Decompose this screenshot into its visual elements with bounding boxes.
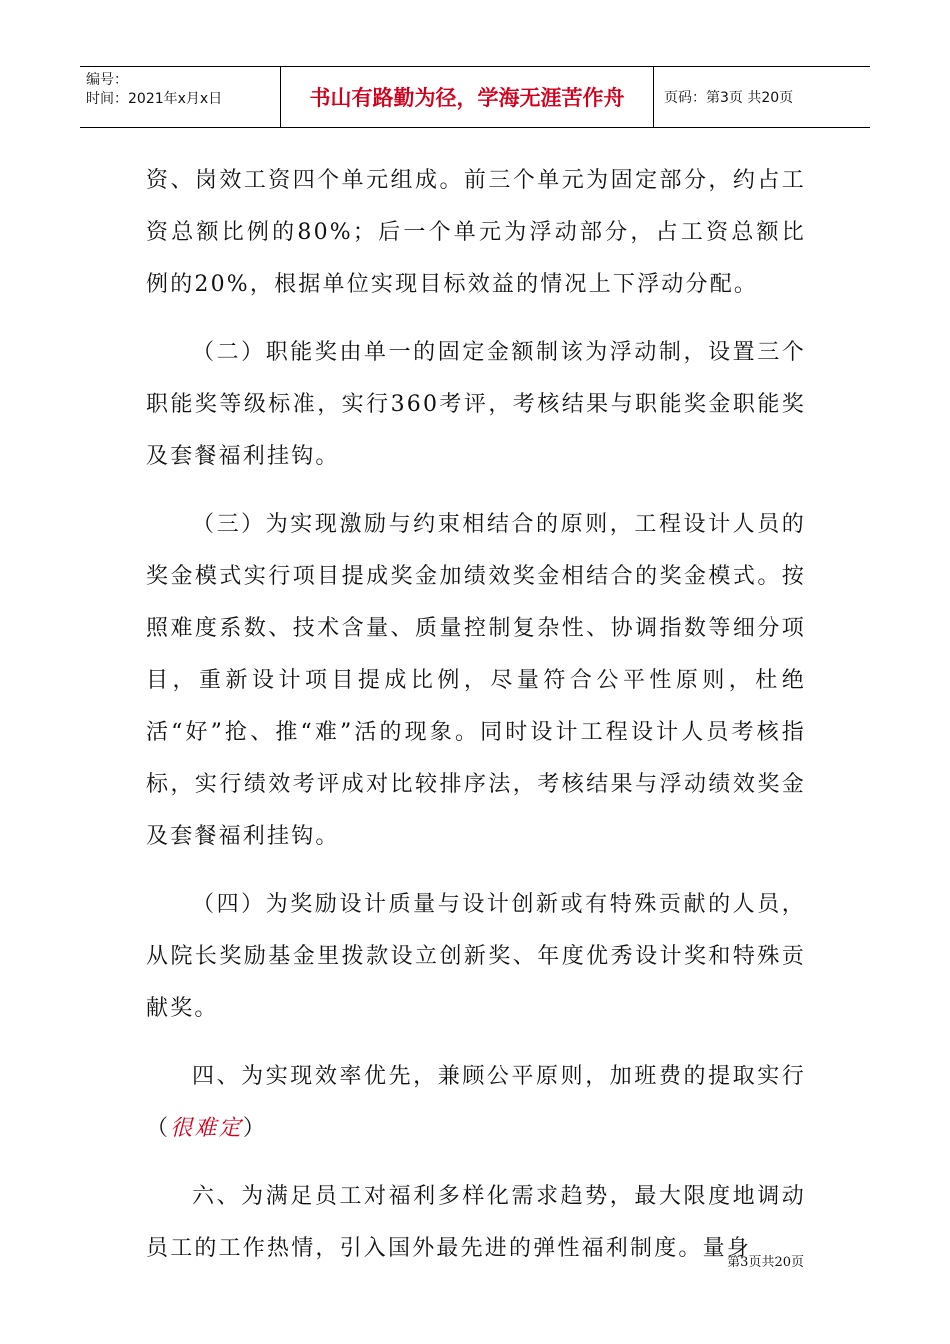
paragraph-functional-bonus: （二）职能奖由单一的固定金额制该为浮动制，设置三个职能奖等级标准，实行360考评，考核结果与职能奖金职能奖及套餐福利挂钩。 bbox=[146, 340, 806, 469]
overtime-text: 四、为实现效率优先，兼顾公平原则，加班费的提取实行 bbox=[192, 1064, 806, 1089]
header-motto: 书山有路勤为径，学海无涯苦作舟 bbox=[280, 67, 654, 127]
header-table bbox=[80, 66, 870, 128]
overtime-close-paren: ） bbox=[242, 1116, 268, 1141]
document-body bbox=[146, 155, 806, 1291]
paragraph-flexible-benefits: 六、为满足员工对福利多样化需求趋势，最大限度地调动员工的工作热情，引入国外最先进的弹性福利制度。量身 bbox=[146, 1184, 806, 1261]
page-footer: 第3页共20页 bbox=[727, 1255, 804, 1270]
paragraph-innovation-award: （四）为奖励设计质量与设计创新或有特殊贡献的人员，从院长奖励基金里拨款设立创新奖、年度优秀设计奖和特殊贡献奖。 bbox=[146, 892, 806, 1021]
header-page-info: 页码：第3页 共20页 bbox=[664, 90, 794, 106]
header-left-cell bbox=[80, 67, 280, 127]
overtime-highlight: 很难定 bbox=[170, 1116, 243, 1141]
document-number-label: 编号： bbox=[86, 72, 128, 88]
paragraph-engineering-bonus: （三）为实现激励与约束相结合的原则，工程设计人员的奖金模式实行项目提成奖金加绩效奖金相结合的奖金模式。按照难度系数、技术含量、质量控制复杂性、协调指数等细分项目，重新设计项目提成比例，尽量符合公平性原则，杜绝活“好”抢、推“难”活的现象。同时设计工程设计人员考核指标，实行绩效考评成对比较排序法，考核结果与浮动绩效奖金及套餐福利挂钩。 bbox=[146, 512, 806, 849]
paragraph-continuation: 资、岗效工资四个单元组成。前三个单元为固定部分，约占工资总额比例的80%；后一个单元为浮动部分，占工资总额比例的20%，根据单位实现目标效益的情况上下浮动分配。 bbox=[146, 168, 806, 297]
overtime-open-paren: （ bbox=[146, 1116, 171, 1141]
paragraph-overtime bbox=[146, 1051, 806, 1155]
document-time-label: 时间：2021年x月x日 bbox=[86, 91, 223, 107]
